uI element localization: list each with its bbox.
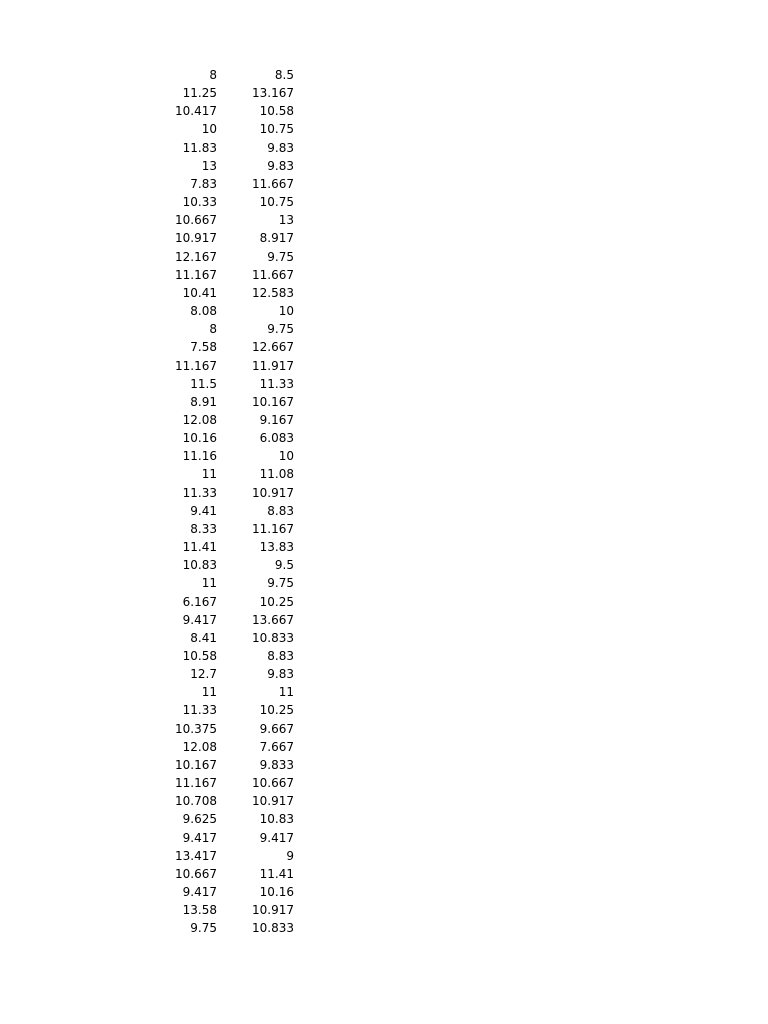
table-row: [140, 193, 294, 211]
cell-column-a: 10.417: [175, 104, 217, 119]
cell-column-b: 10.83: [259, 812, 294, 827]
table-row: [140, 629, 294, 647]
cell-column-a: 11.33: [182, 703, 217, 718]
cell-column-b: 11.41: [259, 866, 294, 881]
cell-column-b: 10.58: [259, 104, 294, 119]
cell-column-b: 10.25: [259, 594, 294, 609]
table-row: [140, 520, 294, 538]
table-row: [140, 538, 294, 556]
table-row: [140, 320, 294, 338]
table-row: [140, 338, 294, 356]
cell-column-a: 10.83: [182, 558, 217, 573]
table-row: [140, 447, 294, 465]
table-row: [140, 120, 294, 138]
cell-column-a: 12.167: [175, 249, 217, 264]
cell-column-a: 9.417: [182, 885, 217, 900]
table-row: [140, 139, 294, 157]
table-row: [140, 248, 294, 266]
table-row: [140, 375, 294, 393]
cell-column-a: 10.41: [182, 285, 217, 300]
cell-column-b: 10.833: [252, 921, 294, 936]
table-row: [140, 229, 294, 247]
cell-column-a: 8.08: [190, 304, 217, 319]
cell-column-b: 11.08: [259, 467, 294, 482]
table-row: [140, 901, 294, 919]
cell-column-a: 11.41: [182, 540, 217, 555]
table-row: [140, 357, 294, 375]
table-row: [140, 175, 294, 193]
table-row: [140, 683, 294, 701]
cell-column-b: 9.83: [267, 140, 294, 155]
cell-column-a: 8: [209, 322, 217, 337]
cell-column-a: 11.167: [175, 776, 217, 791]
table-row: [140, 883, 294, 901]
cell-column-a: 10.375: [175, 721, 217, 736]
cell-column-a: 13: [201, 158, 217, 173]
cell-column-a: 12.08: [182, 412, 217, 427]
cell-column-a: 13.58: [182, 903, 217, 918]
table-row: [140, 556, 294, 574]
cell-column-b: 11.167: [252, 521, 294, 536]
cell-column-b: 11.917: [252, 358, 294, 373]
cell-column-b: 8.83: [267, 503, 294, 518]
cell-column-a: 8.91: [190, 394, 217, 409]
cell-column-b: 10.75: [259, 195, 294, 210]
cell-column-a: 8.33: [190, 521, 217, 536]
cell-column-a: 11.16: [182, 449, 217, 464]
table-row: [140, 847, 294, 865]
cell-column-b: 9.5: [274, 558, 294, 573]
cell-column-b: 8.83: [267, 649, 294, 663]
table-row: [140, 665, 294, 683]
table-row: [140, 829, 294, 847]
cell-column-a: 11.25: [182, 86, 217, 101]
table-row: [140, 865, 294, 883]
table-row: [140, 919, 294, 937]
cell-column-b: 11.667: [252, 267, 294, 282]
table-row: [140, 411, 294, 429]
cell-column-a: 8: [209, 68, 217, 82]
cell-column-a: 11: [201, 576, 217, 591]
cell-column-a: 8.41: [190, 630, 217, 645]
cell-column-b: 10.16: [259, 885, 294, 900]
table-row: [140, 429, 294, 447]
cell-column-a: 9.75: [190, 921, 217, 936]
cell-column-b: 10: [278, 304, 294, 319]
table-row: [140, 502, 294, 520]
cell-column-b: 10.917: [252, 794, 294, 809]
table-row: [140, 302, 294, 320]
cell-column-a: 11.33: [182, 485, 217, 500]
cell-column-b: 9: [286, 848, 294, 863]
table-row: [140, 284, 294, 302]
cell-column-b: 9.167: [259, 412, 294, 427]
cell-column-a: 10.58: [182, 649, 217, 663]
cell-column-b: 12.667: [252, 340, 294, 355]
cell-column-b: 10.25: [259, 703, 294, 718]
cell-column-b: 11.667: [252, 176, 294, 191]
table-row: [140, 810, 294, 828]
cell-column-a: 11: [201, 685, 217, 700]
cell-column-b: 9.75: [267, 322, 294, 337]
cell-column-b: 9.83: [267, 667, 294, 682]
cell-column-a: 9.417: [182, 612, 217, 627]
cell-column-b: 10.75: [259, 122, 294, 137]
table-row: [140, 647, 294, 665]
table-row: [140, 211, 294, 229]
data-table: [140, 66, 294, 938]
table-row: [140, 266, 294, 284]
cell-column-b: 9.75: [267, 576, 294, 591]
cell-column-a: 11.167: [175, 267, 217, 282]
cell-column-a: 11: [201, 467, 217, 482]
cell-column-a: 11.83: [182, 140, 217, 155]
cell-column-b: 10.917: [252, 903, 294, 918]
table-row: [140, 66, 294, 84]
table-row: [140, 593, 294, 611]
table-row: [140, 393, 294, 411]
cell-column-b: 9.83: [267, 158, 294, 173]
cell-column-b: 13.83: [259, 540, 294, 555]
cell-column-b: 10: [278, 449, 294, 464]
cell-column-b: 13.667: [252, 612, 294, 627]
table-row: [140, 720, 294, 738]
table-row: [140, 102, 294, 120]
table-row: [140, 756, 294, 774]
cell-column-a: 11.167: [175, 358, 217, 373]
table-row: [140, 701, 294, 719]
cell-column-b: 12.583: [252, 285, 294, 300]
table-row: [140, 611, 294, 629]
table-row: [140, 738, 294, 756]
cell-column-b: 10.167: [252, 394, 294, 409]
cell-column-a: 9.417: [182, 830, 217, 845]
cell-column-b: 9.833: [259, 757, 294, 772]
cell-column-a: 11.5: [190, 376, 217, 391]
cell-column-b: 10.833: [252, 630, 294, 645]
cell-column-a: 10.667: [175, 213, 217, 228]
cell-column-b: 9.75: [267, 249, 294, 264]
table-row: [140, 774, 294, 792]
cell-column-a: 9.41: [190, 503, 217, 518]
cell-column-b: 13: [278, 213, 294, 228]
cell-column-b: 6.083: [259, 431, 294, 446]
cell-column-b: 9.667: [259, 721, 294, 736]
cell-column-a: 9.625: [182, 812, 217, 827]
cell-column-a: 7.58: [190, 340, 217, 355]
cell-column-a: 12.7: [190, 667, 217, 682]
cell-column-a: 12.08: [182, 739, 217, 754]
cell-column-b: 10.667: [252, 776, 294, 791]
table-row: [140, 574, 294, 592]
cell-column-b: 7.667: [259, 739, 294, 754]
table-row: [140, 84, 294, 102]
cell-column-a: 10.917: [175, 231, 217, 246]
table-row: [140, 792, 294, 810]
cell-column-a: 10.167: [175, 757, 217, 772]
cell-column-a: 13.417: [175, 848, 217, 863]
cell-column-a: 10.16: [182, 431, 217, 446]
cell-column-b: 10.917: [252, 485, 294, 500]
cell-column-b: 8.917: [259, 231, 294, 246]
cell-column-a: 10.667: [175, 866, 217, 881]
cell-column-a: 10: [201, 122, 217, 137]
table-row: [140, 157, 294, 175]
cell-column-b: 13.167: [252, 86, 294, 101]
cell-column-b: 8.5: [274, 68, 294, 82]
cell-column-a: 7.83: [190, 176, 217, 191]
cell-column-a: 10.33: [182, 195, 217, 210]
cell-column-b: 11: [278, 685, 294, 700]
cell-column-b: 11.33: [259, 376, 294, 391]
cell-column-b: 9.417: [259, 830, 294, 845]
table-row: [140, 465, 294, 483]
table-row: [140, 484, 294, 502]
cell-column-a: 6.167: [182, 594, 217, 609]
cell-column-a: 10.708: [175, 794, 217, 809]
data-table-body: [140, 66, 294, 938]
